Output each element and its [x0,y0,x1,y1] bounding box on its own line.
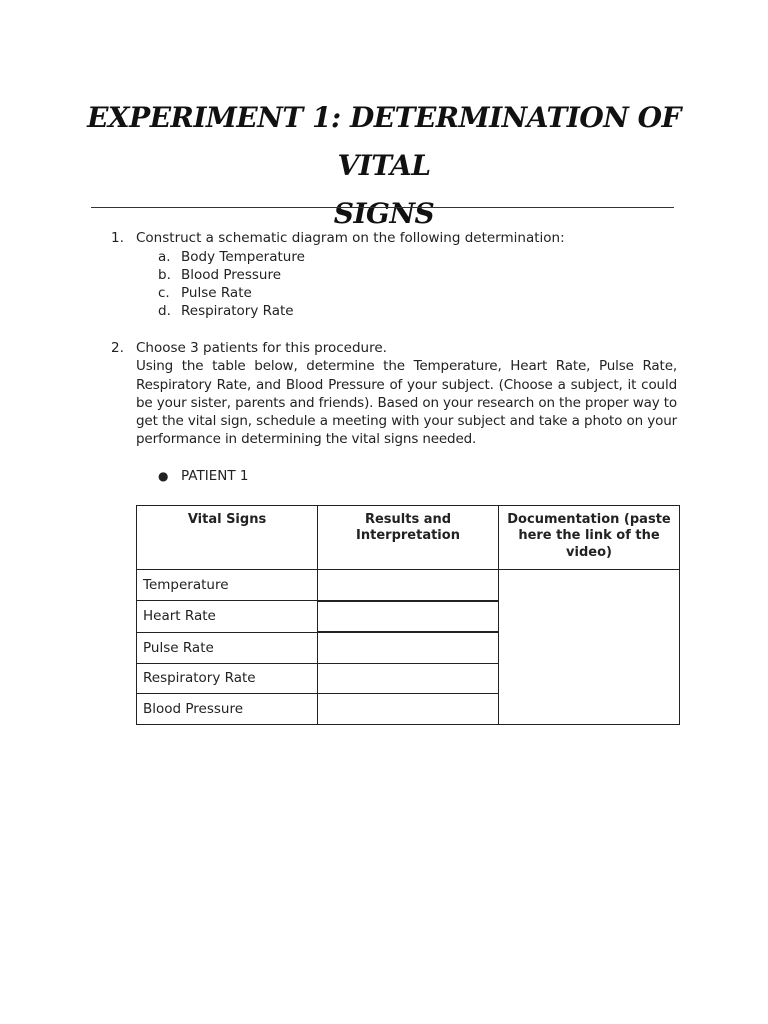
vital-signs-table [136,505,680,725]
item-number-2: 2. [111,340,124,356]
patient-label: PATIENT 1 [181,468,249,484]
cell-vital-respiratory-rate: Respiratory Rate [137,663,318,694]
subitem-letter-d: d. [158,303,171,320]
item-2-paragraph: Using the table below, determine the Temperature, Heart Rate, Pulse Rate, Respiratory Rate, and Blood Pressure of your subject. (Choose a subject, it could be your sister, parents and friends). Based on your research on the proper way to get the vital sign, schedule a meeting with your subject and take a photo on your performance in determining the vital signs needed. [136,358,677,448]
item-text-2: Choose 3 patients for this procedure. [136,340,387,356]
subitem-pulse-rate: Pulse Rate [181,285,252,302]
header-vital-signs: Vital Signs [137,506,318,570]
item-text-1: Construct a schematic diagram on the following determination: [136,230,565,246]
table-row [137,570,680,601]
cell-vital-temperature: Temperature [137,570,318,601]
cell-result-temperature[interactable] [318,570,499,601]
page-title-line-1: EXPERIMENT 1: DETERMINATION OF VITAL [87,101,681,182]
cell-result-heart-rate[interactable] [318,601,499,633]
cell-result-pulse-rate[interactable] [318,632,499,663]
cell-result-blood-pressure[interactable] [318,694,499,725]
page-title-line-2: SIGNS [333,197,435,230]
subitem-letter-c: c. [158,285,170,302]
header-documentation: Documentation (paste here the link of the video) [499,506,680,570]
cell-vital-pulse-rate: Pulse Rate [137,632,318,663]
subitem-body-temperature: Body Temperature [181,248,305,265]
subitem-respiratory-rate: Respiratory Rate [181,303,294,320]
item-number-1: 1. [111,230,124,246]
cell-documentation[interactable] [499,570,680,725]
table-header-row [137,506,680,570]
subitem-letter-a: a. [158,248,171,265]
cell-vital-blood-pressure: Blood Pressure [137,694,318,725]
subitem-letter-b: b. [158,266,171,283]
page-title [70,94,698,238]
cell-result-respiratory-rate[interactable] [318,663,499,694]
bullet-icon: ● [158,469,169,483]
subitem-blood-pressure: Blood Pressure [181,266,282,283]
header-results: Results and Interpretation [318,506,499,570]
horizontal-rule [91,207,674,208]
cell-vital-heart-rate: Heart Rate [137,601,318,633]
